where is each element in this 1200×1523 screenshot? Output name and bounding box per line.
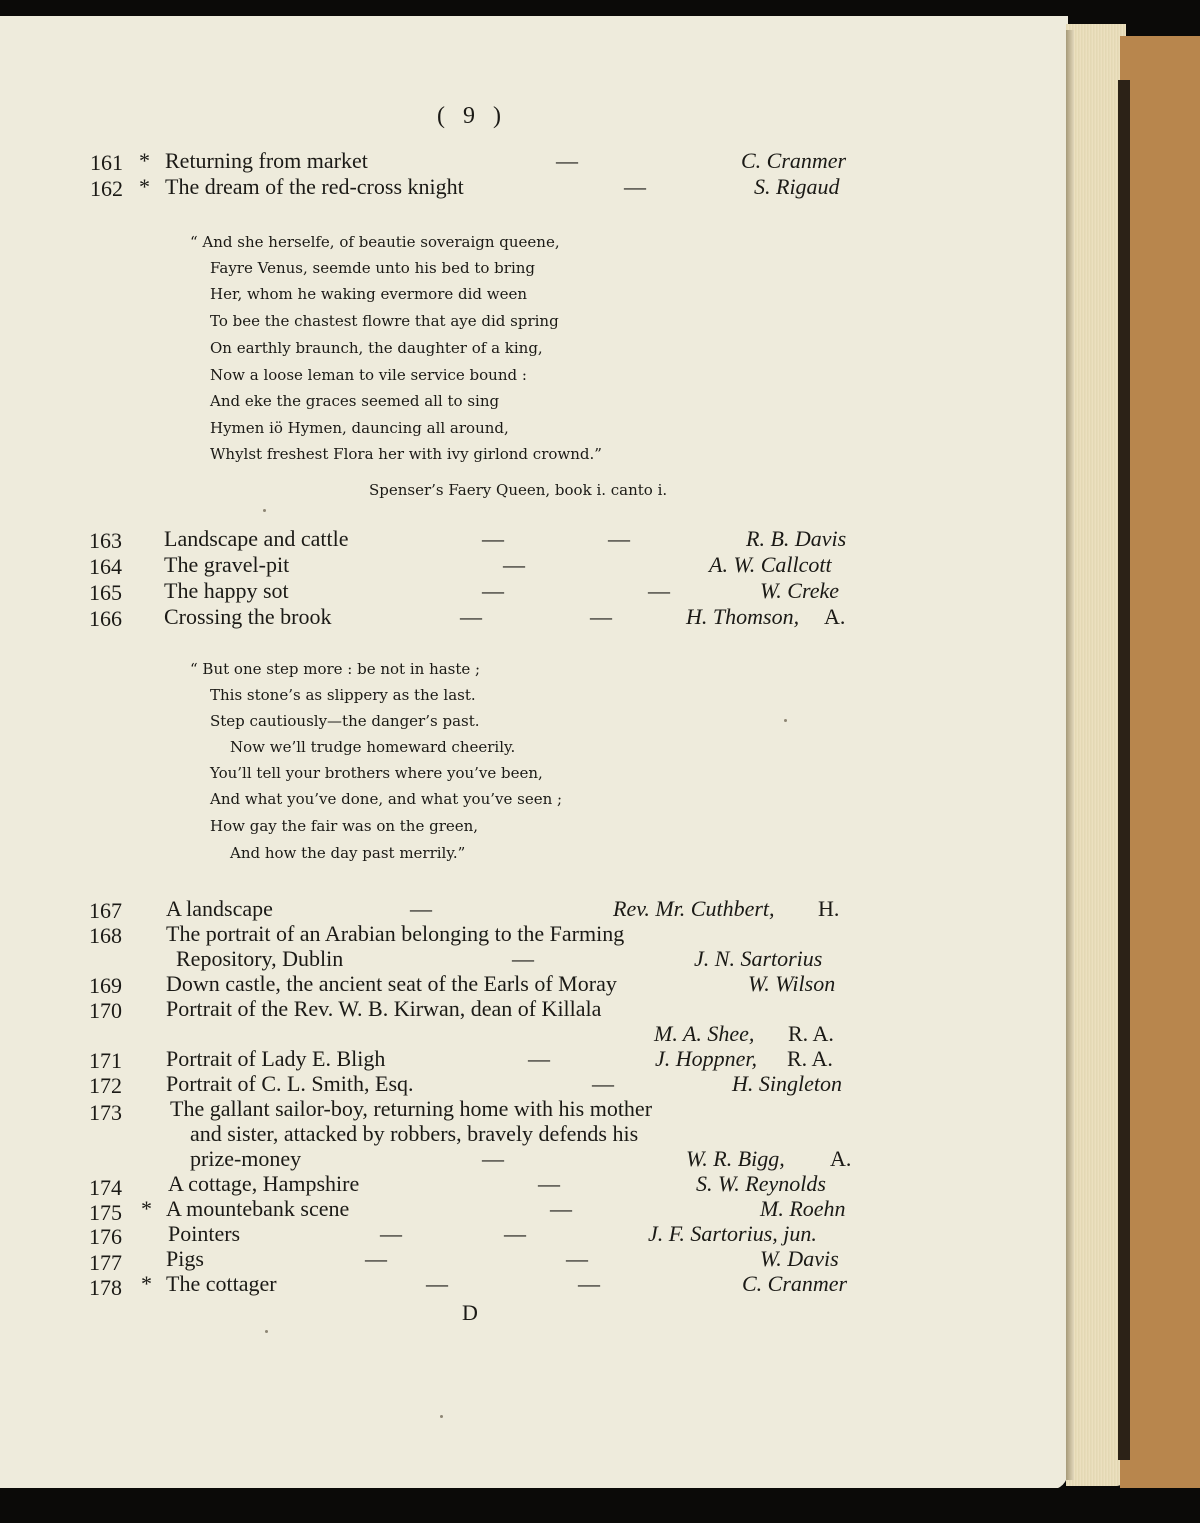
entry-dash: — [550, 1196, 572, 1221]
entry-title: Portrait of C. L. Smith, Esq. [166, 1071, 414, 1096]
entry-title: The gravel-pit [164, 552, 290, 577]
entry-artist: W. Wilson [748, 971, 836, 996]
verse-line: You’ll tell your brothers where you’ve been, [210, 764, 543, 782]
paper-speck [440, 1415, 443, 1418]
entry-dash: — [482, 1146, 504, 1171]
entry-title: The cottager [166, 1271, 277, 1296]
entry-artist: W. R. Bigg, [686, 1146, 785, 1171]
page-fore-edge [1066, 24, 1126, 1486]
entry-dash: — [528, 1046, 550, 1071]
entry-number: 164 [89, 554, 122, 579]
entry-title-line: Repository, Dublin [176, 946, 344, 971]
entry-dash: — [503, 552, 525, 577]
entry-artist: C. Cranmer [742, 1271, 848, 1296]
entry-dash: — [512, 946, 534, 971]
entry-number: 177 [89, 1250, 122, 1275]
paper-speck [265, 1330, 268, 1333]
entry-number: 162 [90, 176, 123, 201]
verse-line: Whylst freshest Flora her with ivy girlond crownd.” [210, 445, 602, 463]
entry-artist: W. Davis [760, 1246, 839, 1271]
verse-line: Step cautiously—the danger’s past. [210, 712, 480, 730]
entry-suffix: A. [824, 604, 846, 629]
entry-dash: — [482, 578, 504, 603]
entry-artist: C. Cranmer [741, 148, 847, 173]
entry-artist: H. Singleton [732, 1071, 842, 1096]
entry-dash: — [566, 1246, 588, 1271]
verse-line: Now a loose leman to vile service bound : [210, 366, 527, 384]
entry-dash: — [426, 1271, 448, 1296]
entry-dash: — [556, 148, 578, 173]
verse-line: This stone’s as slippery as the last. [210, 686, 476, 704]
entry-title-line: prize-money [190, 1146, 302, 1171]
entry-dash: — [578, 1271, 600, 1296]
entry-number: 176 [89, 1224, 122, 1249]
entry-dash: — [410, 896, 432, 921]
entry-number: 166 [89, 606, 122, 631]
entry-number: 178 [89, 1275, 122, 1300]
entry-artist: Rev. Mr. Cuthbert, [613, 896, 775, 921]
entry-title: Pointers [168, 1221, 241, 1246]
entry-title: Pigs [166, 1246, 204, 1271]
verse-line: “ But one step more : be not in haste ; [190, 660, 481, 678]
top-dark-border [0, 0, 1200, 16]
entry-dash: — [365, 1246, 387, 1271]
entry-title-line: and sister, attacked by robbers, bravely defends his [190, 1121, 639, 1146]
entry-number: 171 [89, 1048, 122, 1073]
entry-suffix: R. A. [788, 1021, 834, 1046]
entry-title: A mountebank scene [166, 1196, 350, 1221]
page-gutter-shadow [1066, 30, 1074, 1480]
entry-title: Landscape and cattle [164, 526, 349, 551]
verse-line: Her, whom he waking evermore did ween [210, 285, 528, 303]
entry-number: 174 [89, 1175, 122, 1200]
entry-title: The dream of the red-cross knight [165, 174, 464, 199]
entry-artist: J. N. Sartorius [694, 946, 823, 971]
entry-number: 161 [90, 150, 123, 175]
entry-title: Returning from market [165, 148, 368, 173]
entry-title: Portrait of Lady E. Bligh [166, 1046, 386, 1071]
entry-dash: — [590, 604, 612, 629]
entry-title: Crossing the brook [164, 604, 332, 629]
book-binding [1120, 36, 1200, 1496]
entry-dash: — [482, 526, 504, 551]
entry-dash: — [592, 1071, 614, 1096]
entry-suffix: A. [830, 1146, 852, 1171]
entry-title-line: The portrait of an Arabian belonging to the Farming [166, 921, 625, 946]
entry-dash: — [460, 604, 482, 629]
entry-number: 175 [89, 1200, 122, 1225]
entry-number: 170 [89, 998, 122, 1023]
verse-line: And what you’ve done, and what you’ve seen ; [210, 790, 563, 808]
entry-number: 165 [89, 580, 122, 605]
verse-line: To bee the chastest flowre that aye did spring [210, 312, 559, 330]
entry-number: 169 [89, 973, 122, 998]
entry-number: 167 [89, 898, 122, 923]
binding-edge-strip [1118, 80, 1130, 1460]
entry-star: * [141, 1271, 152, 1296]
entry-artist: W. Creke [760, 578, 840, 603]
bottom-dark-border [0, 1488, 1200, 1523]
entry-star: * [141, 1196, 152, 1221]
verse-line: Now we’ll trudge homeward cheerily. [230, 738, 516, 756]
entry-dash: — [624, 174, 646, 199]
entry-artist: M. Roehn [760, 1196, 846, 1221]
entry-dash: — [608, 526, 630, 551]
entry-title: Down castle, the ancient seat of the Earls of Moray [166, 971, 617, 996]
entry-artist: S. W. Reynolds [696, 1171, 826, 1196]
entry-dash: — [380, 1221, 402, 1246]
page-number: ( 9 ) [437, 103, 507, 129]
entry-number: 163 [89, 528, 122, 553]
entry-number: 168 [89, 923, 122, 948]
verse-line: How gay the fair was on the green, [210, 817, 479, 835]
verse-line: Hymen iö Hymen, dauncing all around, [210, 419, 509, 437]
entry-dash: — [504, 1221, 526, 1246]
verse-line: And how the day past merrily.” [230, 844, 466, 862]
entry-title: Portrait of the Rev. W. B. Kirwan, dean of Killala [166, 996, 602, 1021]
verse-line: Fayre Venus, seemde unto his bed to bring [210, 259, 536, 277]
entry-suffix: H. [818, 896, 840, 921]
entry-star: * [139, 174, 150, 199]
entry-artist: M. A. Shee, [654, 1021, 755, 1046]
entry-title: The happy sot [164, 578, 289, 603]
paper-speck [263, 509, 266, 512]
entry-artist: J. Hoppner, [655, 1046, 758, 1071]
verse-source: Spenser’s Faery Queen, book i. canto i. [369, 481, 668, 499]
entry-suffix: R. A. [787, 1046, 833, 1071]
signature-mark: D [462, 1300, 478, 1325]
entry-artist: R. B. Davis [746, 526, 847, 551]
verse-line: “ And she herselfe, of beautie soveraign queene, [190, 233, 560, 251]
entry-dash: — [648, 578, 670, 603]
entry-title: A landscape [166, 896, 273, 921]
entry-title: A cottage, Hampshire [168, 1171, 360, 1196]
entry-number: 172 [89, 1073, 122, 1098]
entry-artist: J. F. Sartorius, jun. [648, 1221, 817, 1246]
verse-line: On earthly braunch, the daughter of a king, [210, 339, 543, 357]
entry-artist: H. Thomson, [686, 604, 800, 629]
entry-title-line: The gallant sailor-boy, returning home with his mother [170, 1096, 653, 1121]
entry-number: 173 [89, 1100, 122, 1125]
verse-line: And eke the graces seemed all to sing [210, 392, 500, 410]
entry-dash: — [538, 1171, 560, 1196]
paper-speck [784, 719, 787, 722]
entry-artist: S. Rigaud [754, 174, 840, 199]
entry-star: * [139, 148, 150, 173]
entry-artist: A. W. Callcott [709, 552, 832, 577]
